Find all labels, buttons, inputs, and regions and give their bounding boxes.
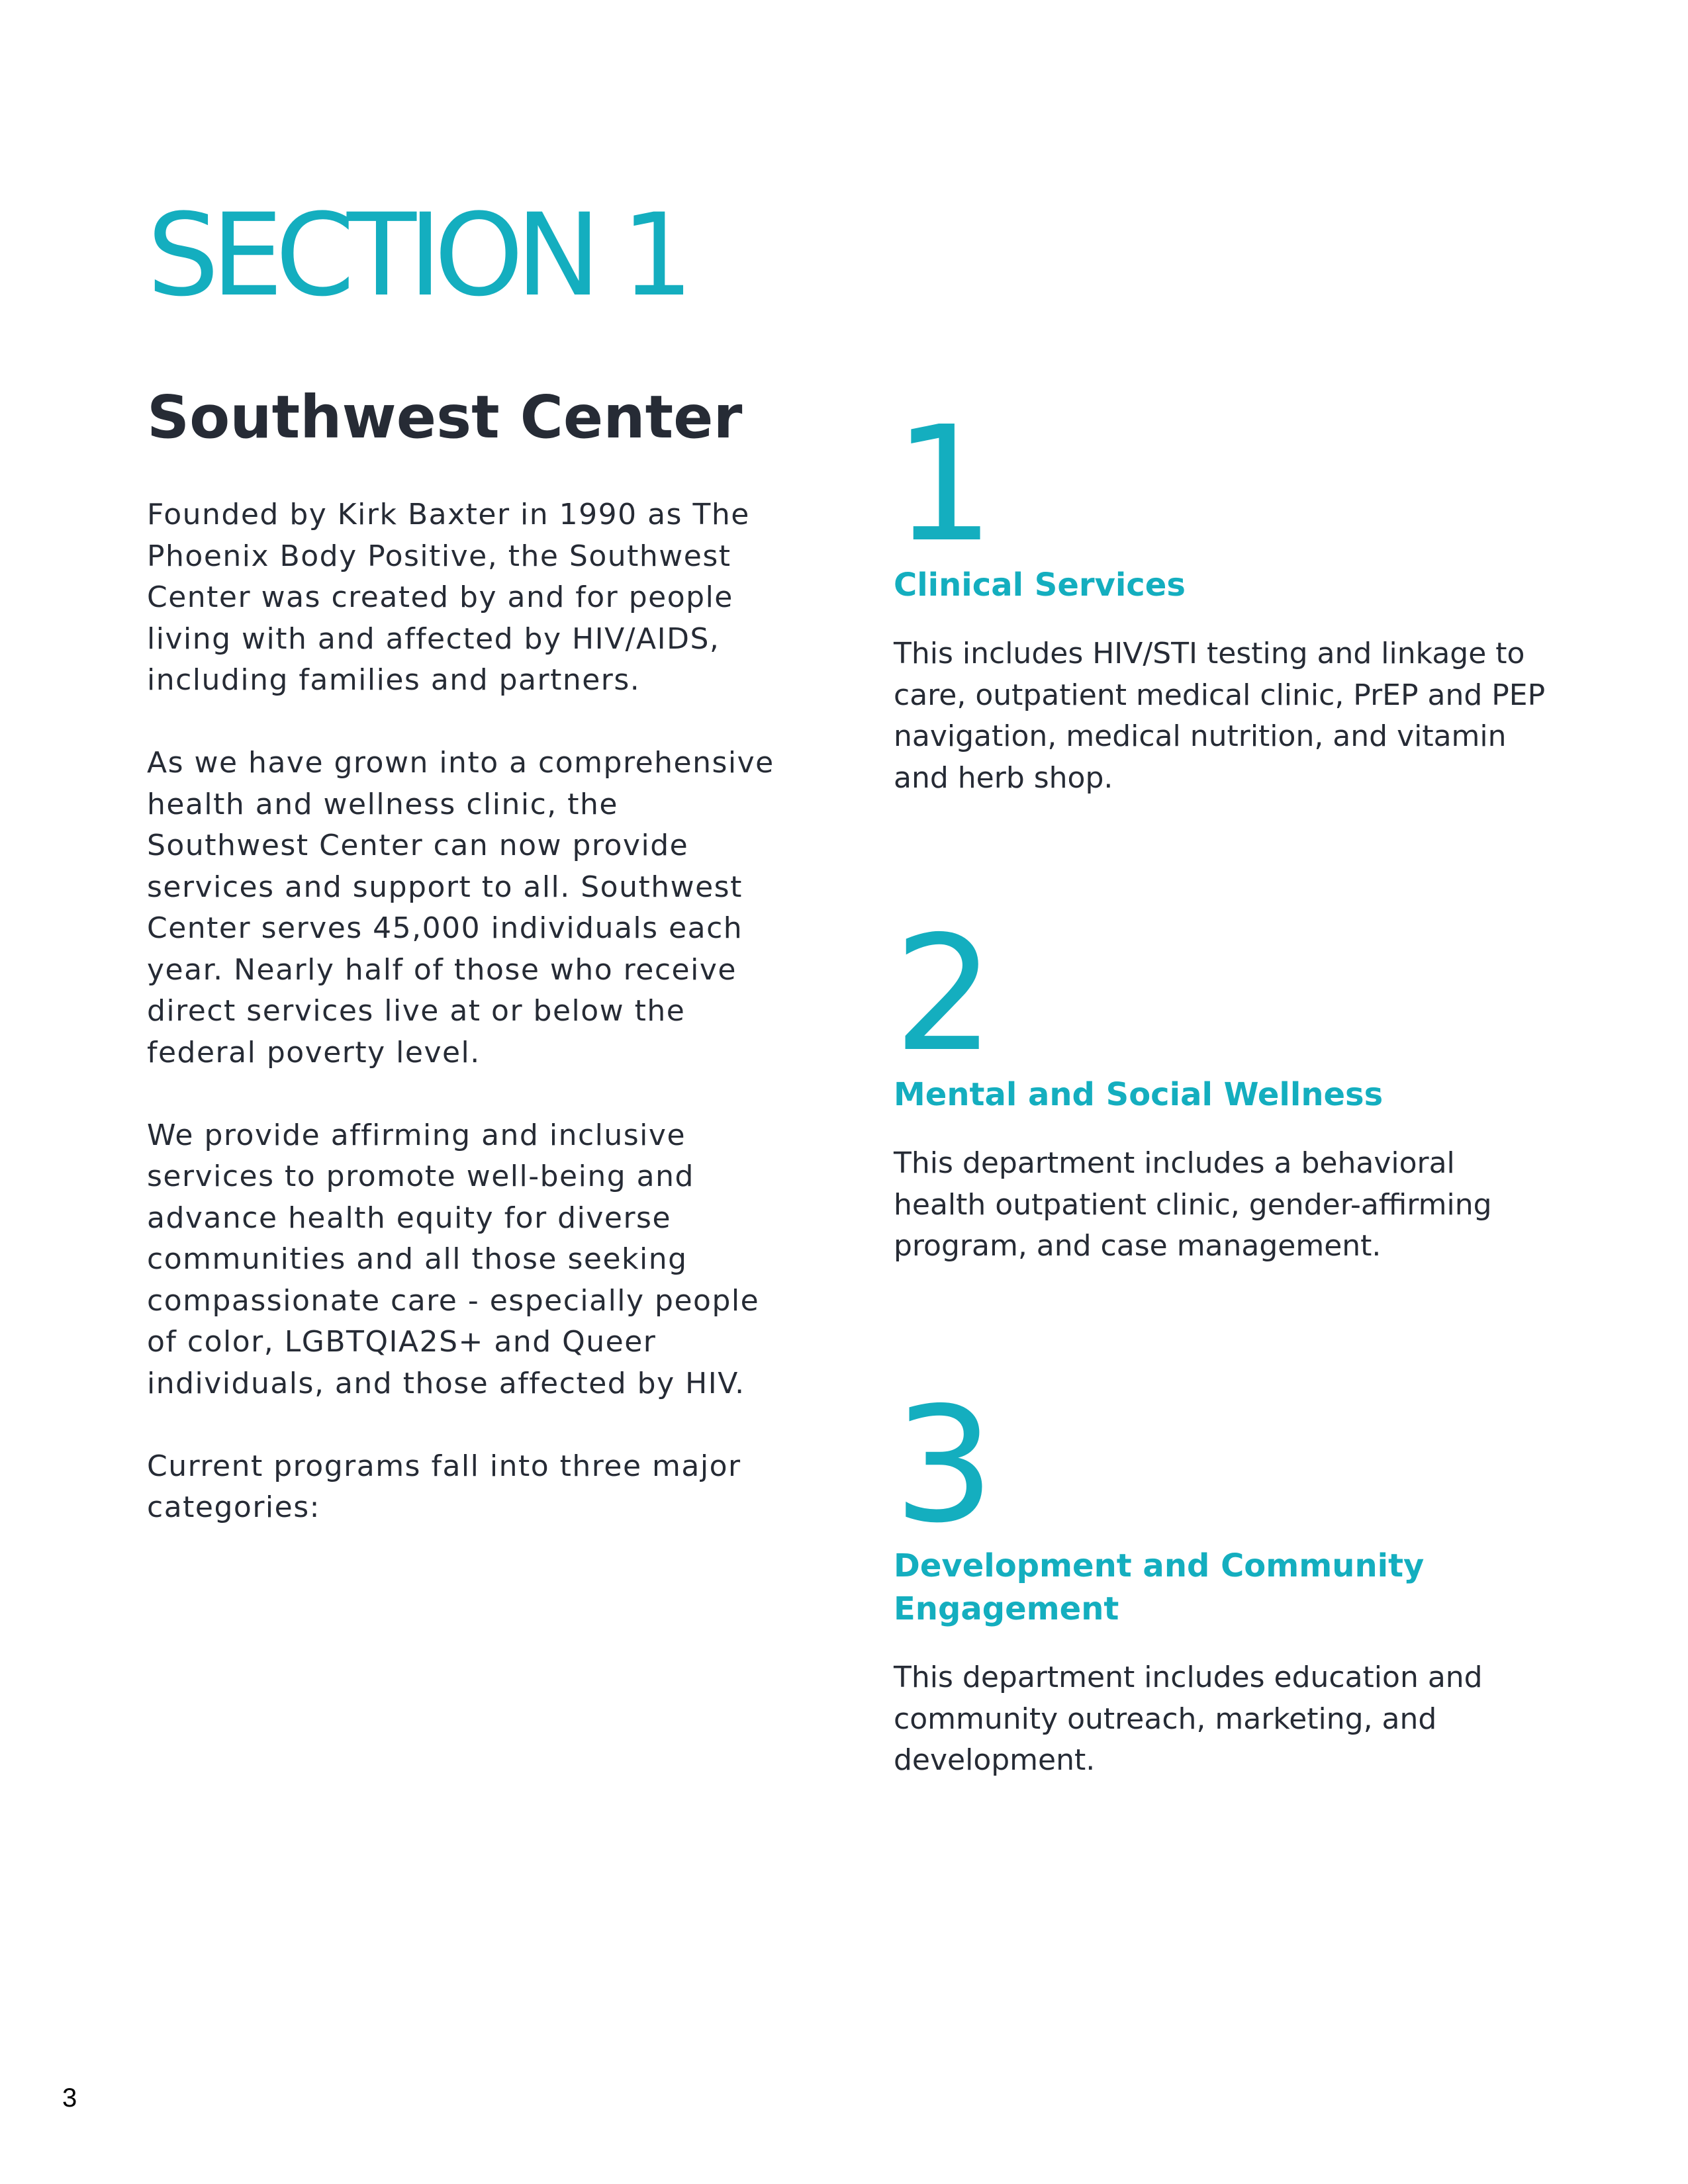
program-clinical-services	[894, 392, 1556, 799]
program-title: Mental and Social Wellness	[894, 1076, 1383, 1113]
program-description: This includes HIV/STI testing and linkage to care, outpatient medical clinic, PrEP and PEP navigation, medical nutrition, and vitamin and herb shop.	[894, 637, 1546, 795]
intro-paragraph-programs: Current programs fall into three major categories:	[147, 1449, 741, 1524]
page-number: 3	[62, 2083, 77, 2113]
program-number: 3	[894, 1373, 995, 1558]
program-description: This department includes a behavioral health outpatient clinic, gender-affirming program, and case management.	[894, 1146, 1492, 1263]
program-development-community	[894, 1373, 1556, 1782]
section-title: SECTION 1	[147, 189, 686, 322]
org-name-heading: Southwest Center	[147, 383, 743, 451]
intro-text	[147, 494, 782, 1570]
intro-paragraph-history: Founded by Kirk Baxter in 1990 as The Phoenix Body Positive, the Southwest Center was created by and for people living with and affected by HIV/AIDS, including families and partners.	[147, 498, 750, 697]
program-mental-social-wellness	[894, 901, 1556, 1267]
program-title: Development and Community Engagement	[894, 1547, 1425, 1627]
program-number: 1	[894, 392, 995, 577]
program-number: 2	[894, 901, 995, 1087]
program-description: This department includes education and community outreach, marketing, and development.	[894, 1661, 1483, 1777]
intro-paragraph-growth: As we have grown into a comprehensive health and wellness clinic, the Southwest Center can now provide services and support to all. Southwest Center serves 45,000 individuals each year. Nearly half of those who receive direct services live at or below the federal poverty level.	[147, 746, 774, 1069]
program-title: Clinical Services	[894, 567, 1186, 604]
intro-paragraph-mission: We provide affirming and inclusive services to promote well-being and advance health equity for diverse communities and all those seeking compassionate care - especially people of color, LGBTQIA2S+ and Queer individuals, and those affected by HIV.	[147, 1118, 760, 1400]
